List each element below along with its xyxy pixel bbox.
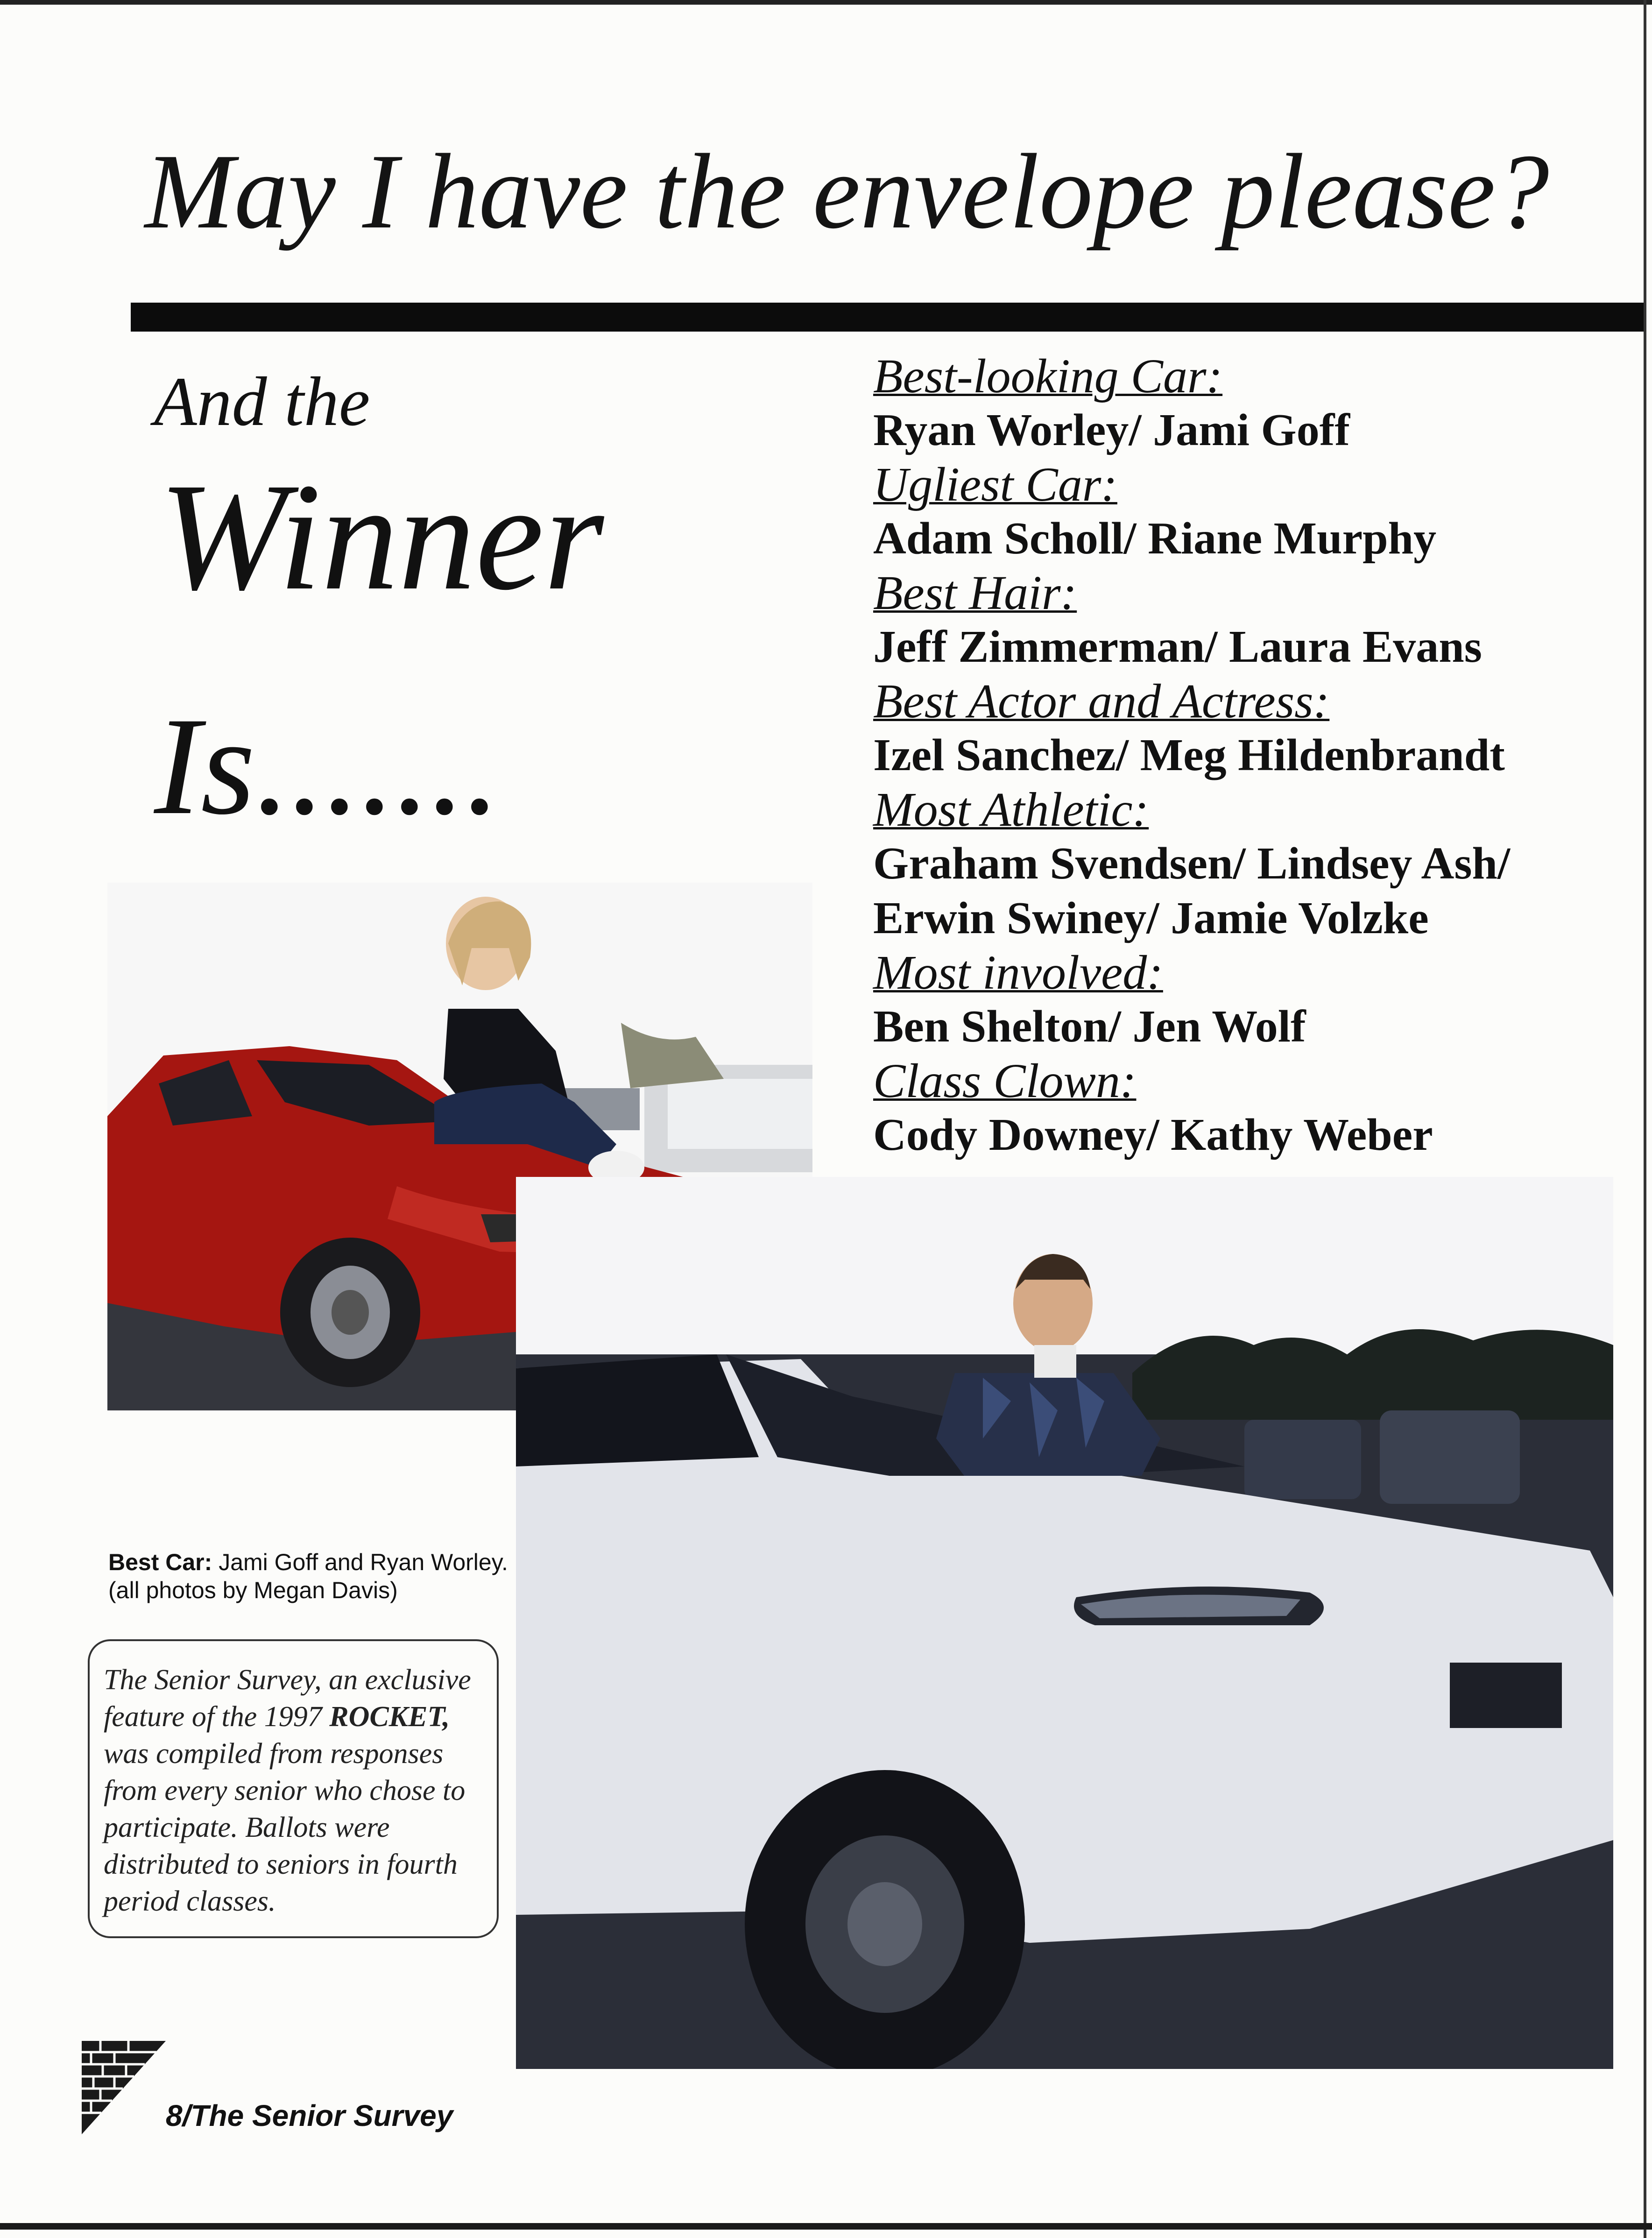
award-category: Most Athletic:: [873, 783, 1149, 836]
page-headline: May I have the envelope please?: [145, 132, 1549, 251]
award-winners: Ryan Worley/ Jami Goff: [873, 405, 1350, 455]
headline-rule: [131, 303, 1644, 332]
brick-corner-icon: [82, 2041, 166, 2134]
award-best-hair: [873, 566, 1611, 674]
intro-is: Is.......: [154, 688, 501, 843]
intro-winner: Winner: [159, 452, 604, 622]
caption-label: Best Car:: [108, 1549, 212, 1575]
award-most-athletic: [873, 783, 1611, 946]
award-winners: Erwin Swiney/ Jamie Volzke: [873, 893, 1429, 943]
award-best-looking-car: [873, 349, 1611, 458]
page-border-bottom: [0, 2223, 1652, 2230]
award-winners: Adam Scholl/ Riane Murphy: [873, 513, 1437, 564]
award-category: Class Clown:: [873, 1054, 1137, 1108]
award-category: Best Actor and Actress:: [873, 674, 1330, 728]
page-border-top: [0, 0, 1652, 5]
survey-note-box: [88, 1639, 499, 1938]
white-car-illustration: [516, 1177, 1613, 2069]
awards-list: [873, 349, 1611, 1162]
award-category: Ugliest Car:: [873, 458, 1117, 511]
award-winners: Ben Shelton/ Jen Wolf: [873, 1001, 1306, 1052]
survey-note-rocket: ROCKET,: [329, 1701, 450, 1733]
award-best-actor-actress: [873, 674, 1611, 783]
survey-note-part2: was compiled from responses from every senior who chose to participate. Ballots were distributed to seniors in fourth period classes.: [104, 1738, 466, 1917]
photo-white-car: [516, 1177, 1613, 2069]
photo-caption: [108, 1548, 529, 1604]
caption-text: Jami Goff and Ryan Worley.: [212, 1549, 508, 1575]
intro-and-the: And the: [154, 363, 370, 440]
award-winners: Jeff Zimmerman/ Laura Evans: [873, 622, 1482, 672]
award-category: Most involved:: [873, 946, 1163, 999]
award-winners: Izel Sanchez/ Meg Hildenbrandt: [873, 730, 1505, 780]
award-ugliest-car: [873, 458, 1611, 566]
survey-note-text: [104, 1662, 483, 1920]
award-most-involved: [873, 946, 1611, 1054]
page-footer-label: 8/The Senior Survey: [166, 2099, 453, 2132]
award-category: Best Hair:: [873, 566, 1077, 620]
caption-credit: (all photos by Megan Davis): [108, 1577, 398, 1603]
page-border-right: [1644, 0, 1646, 2238]
award-category: Best-looking Car:: [873, 349, 1223, 403]
survey-note-part1: The Senior Survey, an exclusive feature of the 1997: [104, 1664, 471, 1733]
award-winners: Cody Downey/ Kathy Weber: [873, 1110, 1433, 1160]
award-winners: Graham Svendsen/ Lindsey Ash/: [873, 838, 1511, 889]
award-class-clown: [873, 1054, 1611, 1162]
